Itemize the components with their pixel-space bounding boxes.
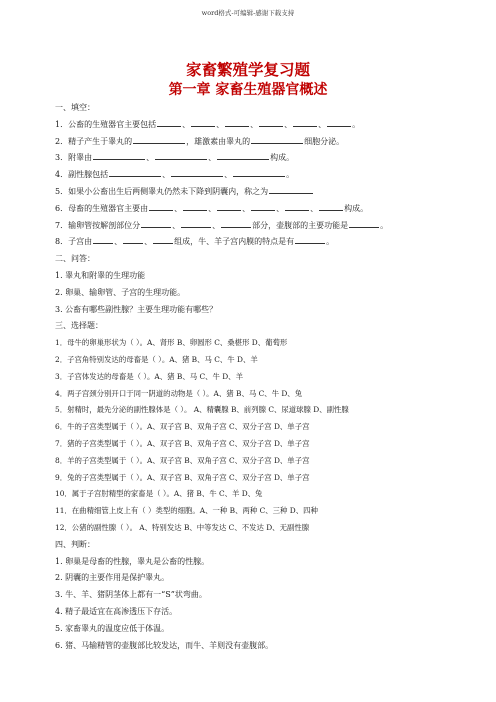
fill-q3-end: 构成。 <box>270 153 295 163</box>
separator: 、 <box>276 203 285 213</box>
answer-blank[interactable] <box>221 219 251 228</box>
answer-blank[interactable] <box>225 118 249 127</box>
choice-item: 10．属于子宫肘精型的家畜是（ ）。A、猪 B、牛 C、羊 D、兔 <box>55 489 263 499</box>
fill-q3-text: 3．附睾由 <box>55 153 93 163</box>
answer-blank[interactable] <box>295 235 325 244</box>
answer-blank[interactable] <box>319 202 343 211</box>
answer-blank[interactable] <box>251 135 303 144</box>
separator: 、 <box>224 170 233 180</box>
fill-q2-text-c: 细胞分泌。 <box>304 136 345 146</box>
choice-item: 11．在曲精细管上皮上有（ ）类型的细胞。A、一种 B、两种 C、三种 D、四种 <box>55 506 318 516</box>
fill-q6-end: 构成。 <box>344 203 369 213</box>
separator: 、 <box>250 119 259 129</box>
separator: 、 <box>208 153 217 163</box>
separator: 、 <box>162 170 171 180</box>
separator: 、 <box>144 237 153 247</box>
section-judge-heading: 四、判断： <box>55 539 95 549</box>
choice-item: 5．射精时，最先分泌的副性腺体是（ ）。 A、精囊腺 B、前列腺 C、尿道球腺 D、副性腺 <box>55 405 349 415</box>
separator: 、 <box>174 203 183 213</box>
fill-question-6 <box>55 201 475 218</box>
answer-blank[interactable] <box>133 135 185 144</box>
judge-item: 5. 家畜睾丸的温度应低于体温。 <box>55 623 170 633</box>
answer-blank[interactable] <box>171 168 223 177</box>
section-fill-heading: 一、填空： <box>55 103 95 112</box>
fill-q5-text: 5．如果小公畜出生后两侧睾丸仍然未下降到阴囊内，称之为 <box>55 186 269 196</box>
fill-q2-text-a: 2．精子产生于睾丸的 <box>55 136 133 146</box>
fill-q7-text-a: 7．输卵管按解剖部位分 <box>55 220 141 230</box>
header-note: word格式-可编辑-感谢下载支持 <box>201 9 295 17</box>
fill-q2-text-b: ，雄激素由睾丸的 <box>186 136 251 146</box>
answer-blank[interactable] <box>123 235 143 244</box>
fill-q4-text: 4．副性腺包括 <box>55 170 109 180</box>
separator: 、 <box>310 203 319 213</box>
answer-blank[interactable] <box>109 168 161 177</box>
separator: 、 <box>208 203 217 213</box>
answer-blank[interactable] <box>217 202 241 211</box>
separator: 、 <box>284 119 293 129</box>
answer-blank[interactable] <box>157 118 181 127</box>
answer-blank[interactable] <box>349 219 379 228</box>
period: 。 <box>380 220 389 230</box>
separator: 、 <box>212 220 221 230</box>
answer-blank[interactable] <box>327 118 351 127</box>
fill-q1-text: 1．公畜的生殖器官主要包括 <box>55 119 157 129</box>
qa-item: 2. 卵巢、输卵管、子宫的生理功能。 <box>55 287 186 297</box>
fill-question-3 <box>55 150 475 167</box>
answer-blank[interactable] <box>293 118 317 127</box>
answer-blank[interactable] <box>191 118 215 127</box>
separator: 、 <box>318 119 327 129</box>
answer-blank[interactable] <box>183 202 207 211</box>
answer-blank[interactable] <box>285 202 309 211</box>
choice-item: 7．猪的子宫类型属于（ ）。A、双子宫 B、双角子宫 C、双分子宫 D、单子宫 <box>55 438 310 448</box>
answer-blank[interactable] <box>141 219 171 228</box>
judge-item: 2. 阴囊的主要作用是保护睾丸。 <box>55 573 170 583</box>
choice-item: 3．子宫体发达的母畜是（ ）。A、猪 B、马 C、牛 D、羊 <box>55 371 243 381</box>
choice-item: 2．子宫角特别发达的母畜是（ ）。A、猪 B、马 C、牛 D、羊 <box>55 354 258 364</box>
choice-item: 9．兔的子宫类型属于（ ）。A、双子宫 B、双角子宫 C、双分子宫 D、单子宫 <box>55 472 310 482</box>
document-title: 家畜繁殖学复习题 <box>185 60 310 79</box>
fill-q7-text-b: 部分，壶腹部的主要功能是 <box>252 220 349 230</box>
section-qa-heading: 二、问答： <box>55 254 95 264</box>
choice-item: 12．公猪的副性腺（ ）。 A、特别发达 B、中等发达 C、不发达 D、无副性腺 <box>55 522 310 532</box>
separator: 、 <box>216 119 225 129</box>
section-choice-heading: 三、选择题： <box>55 321 103 331</box>
choice-item: 8．羊的子宫类型属于（ ）。A、双子宫 B、双角子宫 C、双分子宫 D、单子宫 <box>55 455 310 465</box>
answer-blank[interactable] <box>269 185 313 194</box>
period: 。 <box>286 170 295 180</box>
answer-blank[interactable] <box>251 202 275 211</box>
qa-item: 1. 睾丸和附睾的生理功能 <box>55 270 146 280</box>
separator: 、 <box>114 237 123 247</box>
answer-blank[interactable] <box>181 219 211 228</box>
fill-question-4 <box>55 167 475 184</box>
separator: 、 <box>146 153 155 163</box>
separator: 、 <box>242 203 251 213</box>
judge-item: 1. 卵巢是母畜的性腺，睾丸是公畜的性腺。 <box>55 556 210 566</box>
judge-item: 6. 猪、马输精管的壶腹部比较发达，而牛、羊则没有壶腹部。 <box>55 640 274 650</box>
fill-q8-text-a: 8．子宫由 <box>55 237 93 247</box>
answer-blank[interactable] <box>155 151 207 160</box>
choice-item: 6．牛的子宫类型属于（ ）。A、双子宫 B、双角子宫 C、双分子宫 D、单子宫 <box>55 422 310 432</box>
fill-question-8 <box>55 234 475 251</box>
answer-blank[interactable] <box>93 235 113 244</box>
period: 。 <box>326 237 335 247</box>
period: 。 <box>352 119 361 129</box>
answer-blank[interactable] <box>149 202 173 211</box>
fill-question-7 <box>55 218 475 235</box>
chapter-title: 第一章 家畜生殖器官概述 <box>168 82 328 98</box>
answer-blank[interactable] <box>153 235 173 244</box>
qa-item: 3. 公畜有哪些副性腺？主要生理功能有哪些？ <box>55 304 218 314</box>
separator: 、 <box>172 220 181 230</box>
fill-question-1 <box>55 117 475 134</box>
fill-question-2 <box>55 134 475 151</box>
fill-question-5 <box>55 184 475 201</box>
answer-blank[interactable] <box>233 168 285 177</box>
judge-item: 4. 精子最适宜在高渗透压下存活。 <box>55 606 178 616</box>
judge-item: 3. 牛、羊、猪阴茎体上都有一“S”状弯曲。 <box>55 590 207 600</box>
answer-blank[interactable] <box>217 151 269 160</box>
choice-item: 1．母牛的卵巢形状为（ ）。A、肾形 B、卵圆形 C、桑椹形 D、葡萄形 <box>55 338 288 348</box>
fill-q6-text: 6．母畜的生殖器官主要由 <box>55 203 149 213</box>
answer-blank[interactable] <box>93 151 145 160</box>
fill-q8-text-b: 组成，牛、羊子宫内膜的特点是有 <box>174 237 295 247</box>
separator: 、 <box>182 119 191 129</box>
choice-item: 4．两子宫颈分别开口于同一阴道的动物是（ ）。A、猪 B、马 C、牛 D、兔 <box>55 388 303 398</box>
content <box>55 100 475 654</box>
answer-blank[interactable] <box>259 118 283 127</box>
